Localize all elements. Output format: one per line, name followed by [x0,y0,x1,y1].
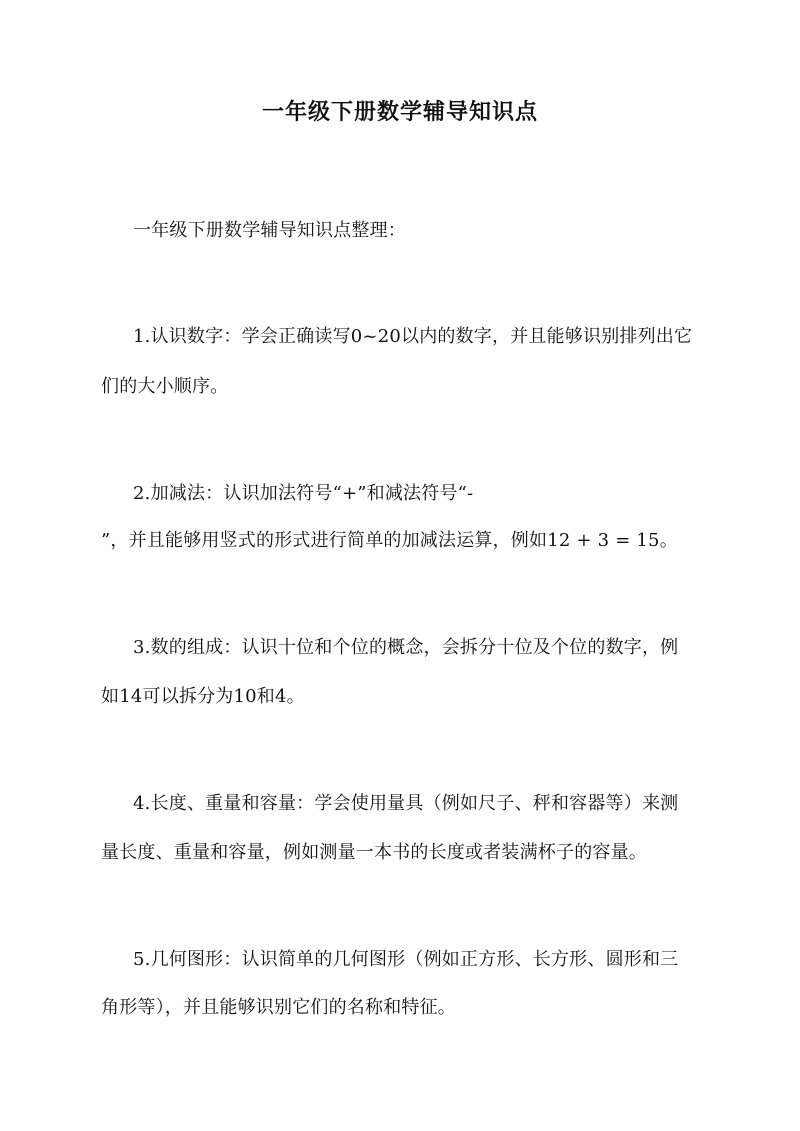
section-3-line-2: 如14可以拆分为10和4。 [101,686,305,707]
section-1-line-2: 们的大小顺序。 [101,376,229,397]
section-1-line-1: 1.认识数字：学会正确读写0~20以内的数字，并且能够识别排列出它 [133,326,693,347]
section-2-line-2: ”，并且能够用竖式的形式进行简单的加减法运算，例如12 + 3 = 15。 [101,530,678,551]
section-5-line-1: 5.几何图形：认识简单的几何图形（例如正方形、长方形、圆形和三 [133,949,679,970]
section-2-line-1: 2.加减法：认识加法符号“+”和减法符号“- [133,483,474,504]
document-title: 一年级下册数学辅导知识点 [261,99,538,125]
intro-text: 一年级下册数学辅导知识点整理： [133,220,406,241]
section-4-line-1: 4.长度、重量和容量：学会使用量具（例如尺子、秤和容器等）来测 [133,793,679,814]
section-3-line-1: 3.数的组成：认识十位和个位的概念，会拆分十位及个位的数字，例 [133,637,679,658]
section-4-line-2: 量长度、重量和容量，例如测量一本书的长度或者装满杯子的容量。 [101,842,647,863]
section-5-line-2: 角形等），并且能够识别它们的名称和特征。 [101,997,456,1018]
